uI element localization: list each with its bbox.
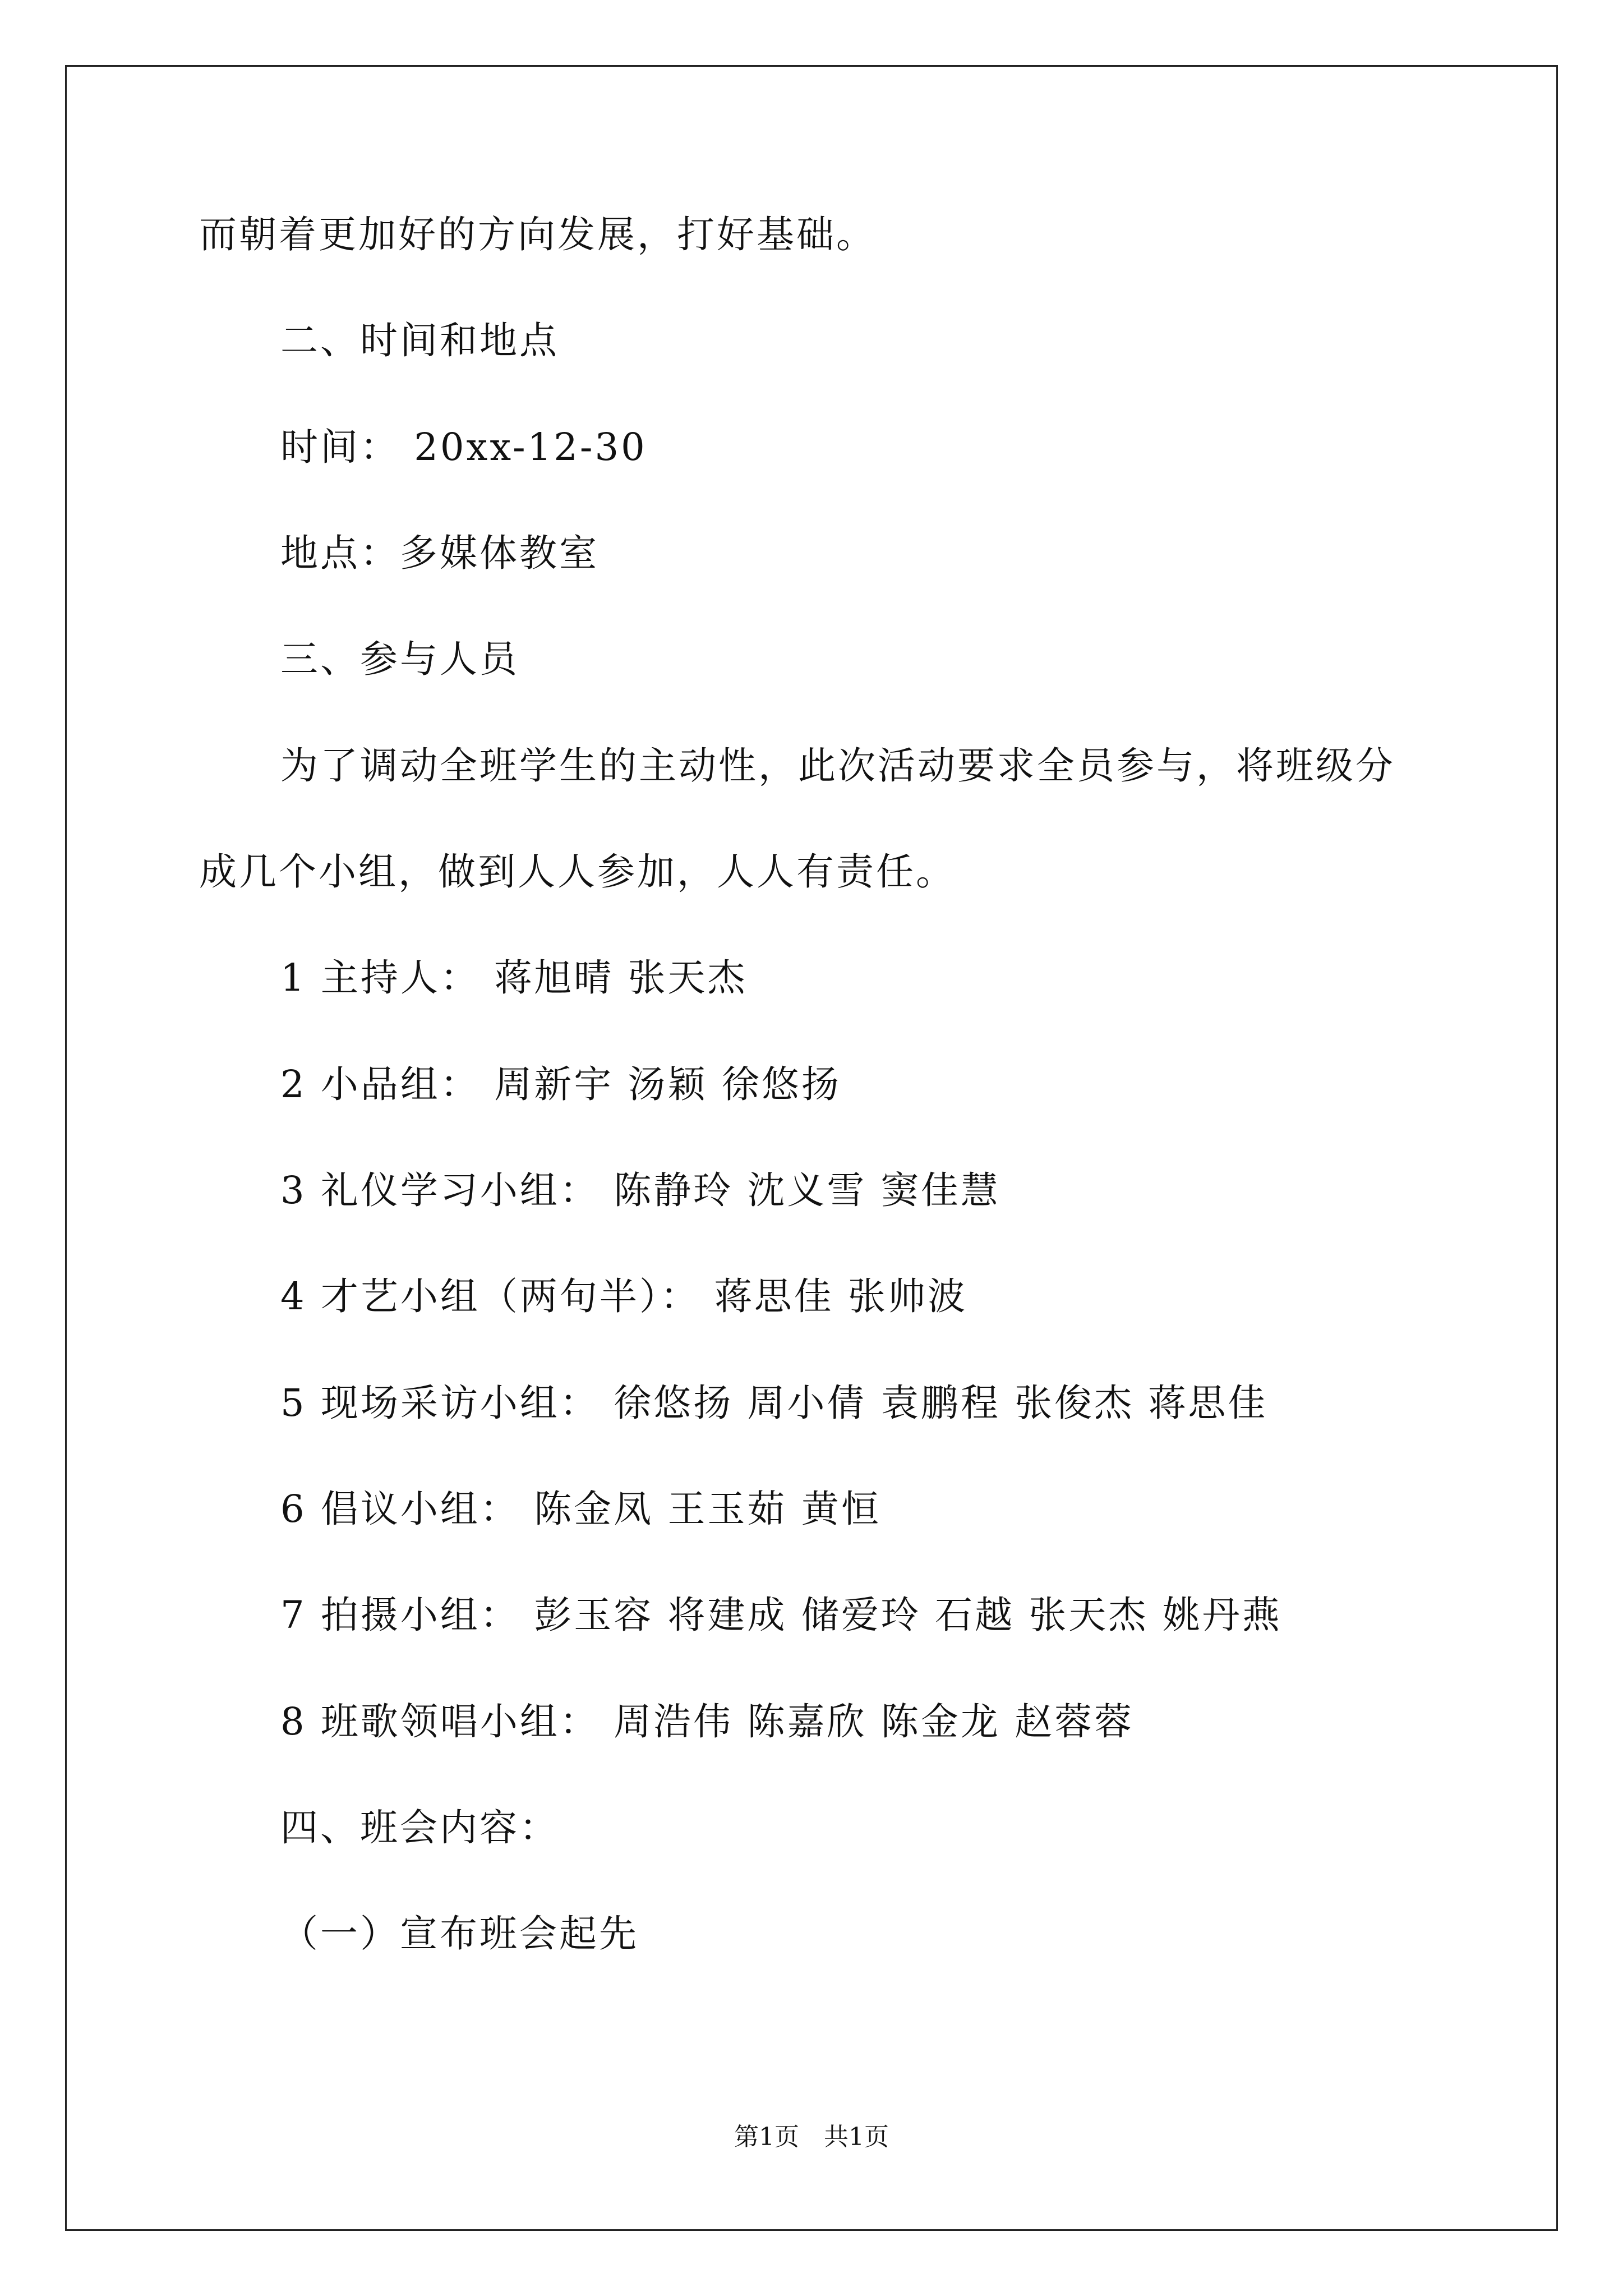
section-heading-time-place: 二、时间和地点 — [280, 319, 559, 362]
page-footer: 第1页 共1页 — [734, 2123, 889, 2151]
group-item-6: 6 倡议小组： 陈金凤 王玉茹 黄恒 — [280, 1487, 881, 1531]
participants-paragraph-line-1: 为了调动全班学生的主动性，此次活动要求全员参与，将班级分 — [280, 744, 1395, 788]
place-line: 地点：多媒体教室 — [280, 531, 599, 575]
time-line: 时间： 20xx-12-30 — [280, 425, 647, 469]
section-heading-participants: 三、参与人员 — [280, 637, 519, 681]
subsection-heading: （一）宣布班会起先 — [280, 1912, 639, 1955]
group-item-8: 8 班歌领唱小组： 周浩伟 陈嘉欣 陈金龙 赵蓉蓉 — [280, 1700, 1135, 1743]
group-item-1: 1 主持人： 蒋旭晴 张天杰 — [280, 956, 748, 1000]
section-heading-content: 四、班会内容： — [280, 1806, 559, 1849]
paragraph-continuation: 而朝着更加好的方向发展，打好基础。 — [199, 213, 876, 256]
group-item-4: 4 才艺小组（两句半）： 蒋思佳 张帅波 — [280, 1274, 968, 1318]
group-item-7: 7 拍摄小组： 彭玉容 将建成 储爱玲 石越 张天杰 姚丹燕 — [280, 1593, 1282, 1637]
page-border — [65, 65, 1558, 2231]
participants-paragraph-line-2: 成几个小组，做到人人参加，人人有责任。 — [199, 850, 956, 894]
group-item-2: 2 小品组： 周新宇 汤颖 徐悠扬 — [280, 1062, 841, 1106]
group-item-3: 3 礼仪学习小组： 陈静玲 沈义雪 窦佳慧 — [280, 1168, 1000, 1212]
group-item-5: 5 现场采访小组： 徐悠扬 周小倩 袁鹏程 张俊杰 蒋思佳 — [280, 1381, 1268, 1425]
